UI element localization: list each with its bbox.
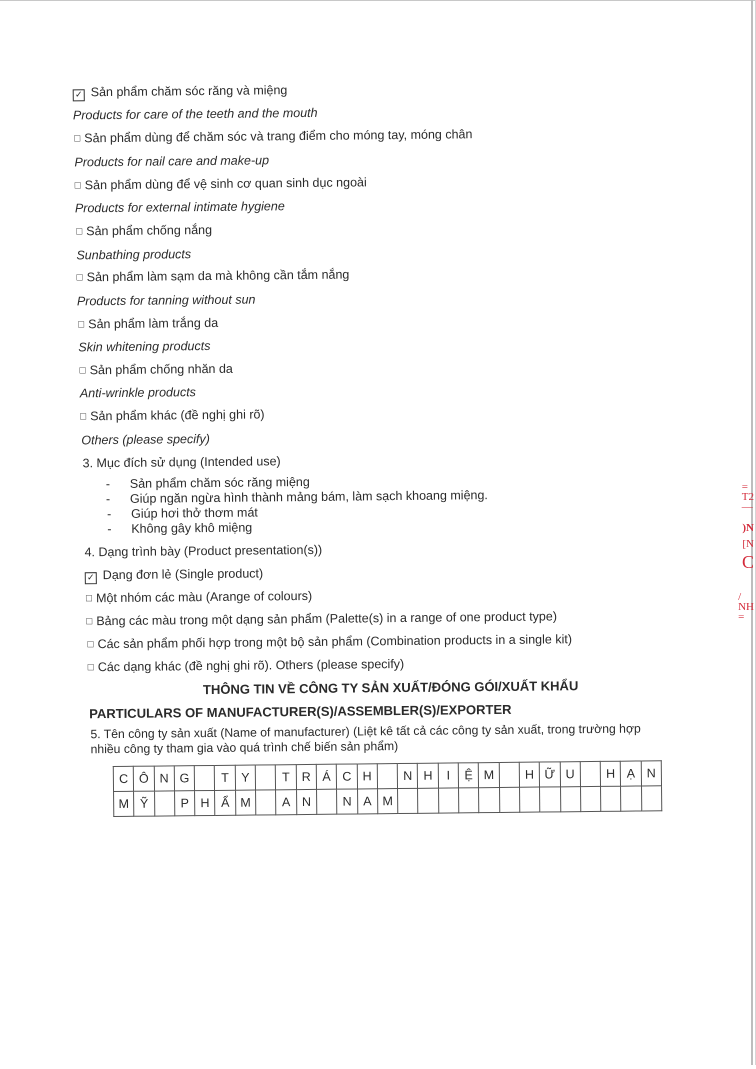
grid-cell[interactable]: M [114,791,135,816]
grid-cell[interactable] [540,787,561,812]
grid-cell[interactable]: Ạ [621,761,642,786]
category-1-vi: ✓ Sản phẩm chăm sóc răng và miệng [73,83,288,100]
stamp-fragment: / NH = [738,591,754,623]
category-1-en: Products for care of the teeth and the mouth [72,105,318,123]
grid-cell[interactable] [519,787,540,812]
category-4-vi: □ Sản phẩm chống nắng [76,222,213,239]
grid-cell[interactable]: Y [235,765,256,790]
presentation-option-palette: □ Bảng các màu trong một dạng sản phẩm (Palette(s) in a range of one product type) [86,609,558,629]
category-5-en: Products for tanning without sun [76,292,256,309]
grid-cell[interactable]: C [337,764,358,789]
category-2-en: Products for nail care and make-up [74,153,270,170]
checkbox-checked-icon[interactable]: ✓ [73,89,85,101]
grid-cell[interactable] [499,787,520,812]
checkbox-empty-icon[interactable]: □ [74,133,81,145]
stamp-fragment: C [741,552,754,572]
checkbox-empty-icon[interactable]: □ [78,319,85,331]
grid-cell[interactable]: M [377,789,398,814]
stamp-fragment: [N [742,538,754,550]
grid-cell[interactable] [418,788,439,813]
grid-cell[interactable]: R [296,764,317,789]
grid-cell[interactable]: N [296,789,317,814]
grid-cell[interactable]: N [641,761,662,786]
grid-cell[interactable]: Á [316,764,337,789]
grid-cell[interactable] [560,787,581,812]
manufacturer-name-grid [113,760,663,817]
intended-use-item: - Không gây khô miệng [107,520,253,537]
stamp-fragment: = T2 — [741,481,754,513]
grid-cell[interactable]: C [113,766,134,791]
grid-cell[interactable]: H [418,763,439,788]
checkbox-empty-icon[interactable]: □ [80,411,87,423]
category-4-en: Sunbathing products [76,247,192,263]
category-8-en: Others (please specify) [81,431,210,448]
category-6-en: Skin whitening products [78,338,211,355]
presentation-option-others: □ Các dạng khác (đề nghị ghi rõ). Others (please specify) [87,656,405,675]
stamp-fragment: )N [742,522,754,534]
grid-cell[interactable] [459,788,480,813]
checkbox-empty-icon[interactable]: □ [87,662,94,674]
grid-cell[interactable]: T [276,765,297,790]
grid-cell[interactable]: Ữ [539,762,560,787]
grid-cell[interactable]: U [560,762,581,787]
grid-cell[interactable]: Ệ [458,763,479,788]
grid-cell[interactable] [316,789,337,814]
intended-use-item: - Giúp ngăn ngừa hình thành mảng bám, làm sạch khoang miệng. [105,488,488,507]
grid-cell[interactable]: G [174,766,195,791]
grid-cell[interactable] [255,765,276,790]
checkbox-empty-icon[interactable]: □ [87,639,94,651]
grid-cell[interactable]: N [397,763,418,788]
checkbox-checked-icon[interactable]: ✓ [85,572,97,584]
grid-cell[interactable]: A [276,790,297,815]
grid-cell[interactable]: M [235,790,256,815]
grid-cell[interactable] [256,790,277,815]
grid-cell[interactable]: N [337,789,358,814]
grid-cell[interactable]: Ỹ [134,791,155,816]
grid-cell[interactable]: H [195,790,216,815]
grid-cell[interactable] [479,787,500,812]
grid-cell[interactable]: H [519,762,540,787]
grid-cell[interactable] [580,786,601,811]
grid-cell[interactable] [580,761,601,786]
category-2-vi: □ Sản phẩm dùng để chăm sóc và trang điểm cho móng tay, móng chân [74,127,473,146]
grid-cell[interactable] [621,786,642,811]
grid-cell[interactable] [154,791,175,816]
category-6-vi: □ Sản phẩm làm trắng da [78,315,219,332]
presentation-option-single: ✓ Dạng đơn lẻ (Single product) [85,566,264,583]
grid-cell[interactable]: P [174,791,195,816]
intended-use-heading: 3. Mục đích sử dụng (Intended use) [82,454,281,471]
manufacturer-name-instruction-cont: nhiều công ty tham gia vào quá trình chế biến sản phẩm) [90,739,399,757]
grid-cell[interactable] [641,786,662,811]
grid-cell[interactable]: N [154,766,175,791]
manufacturer-heading-vi: THÔNG TIN VỀ CÔNG TY SẢN XUẤT/ĐÓNG GÓI/XUẤT KHẨU [202,678,579,698]
checkbox-empty-icon[interactable]: □ [86,616,93,628]
presentation-heading: 4. Dạng trình bày (Product presentation(s)) [84,542,323,560]
intended-use-item: - Sản phẩm chăm sóc răng miệng [105,474,310,492]
grid-cell[interactable]: Ô [134,766,155,791]
checkbox-empty-icon[interactable]: □ [76,226,83,238]
presentation-option-colours: □ Một nhóm các màu (Arange of colours) [85,588,313,606]
category-8-vi: □ Sản phẩm khác (đề nghị ghi rõ) [80,407,265,424]
checkbox-empty-icon[interactable]: □ [74,180,81,192]
checkbox-empty-icon[interactable]: □ [85,593,93,605]
manufacturer-heading-en: PARTICULARS OF MANUFACTURER(S)/ASSEMBLER(S)/EXPORTER [89,701,512,722]
category-7-en: Anti-wrinkle products [79,385,196,401]
category-3-vi: □ Sản phẩm dùng để vệ sinh cơ quan sinh dục ngoài [74,175,367,193]
grid-cell[interactable] [499,762,520,787]
presentation-option-kit: □ Các sản phẩm phối hợp trong một bộ sản phẩm (Combination products in a single kit) [87,632,573,652]
grid-cell[interactable]: M [479,762,500,787]
grid-cell[interactable] [601,786,622,811]
manufacturer-name-instruction: 5. Tên công ty sản xuất (Name of manufacturer) (Liệt kê tất cả các công ty sản xuất, trong trường hợp [90,721,641,742]
grid-cell[interactable]: Ẩ [215,790,236,815]
grid-cell[interactable]: A [357,789,378,814]
category-3-en: Products for external intimate hygiene [74,199,285,216]
category-7-vi: □ Sản phẩm chống nhăn da [79,361,233,378]
grid-cell[interactable]: H [600,761,621,786]
checkbox-empty-icon[interactable]: □ [79,365,86,377]
grid-cell[interactable] [194,765,215,790]
grid-row [114,786,662,817]
checkbox-empty-icon[interactable]: □ [76,272,83,284]
category-5-vi: □ Sản phẩm làm sạm da mà không cần tắm nắng [76,267,350,285]
grid-cell[interactable] [398,788,419,813]
grid-cell[interactable]: T [215,765,236,790]
grid-cell[interactable]: H [357,764,378,789]
grid-cell[interactable] [377,764,398,789]
grid-cell[interactable] [438,788,459,813]
intended-use-item: - Giúp hơi thở thơm mát [107,505,258,522]
grid-cell[interactable]: I [438,763,459,788]
